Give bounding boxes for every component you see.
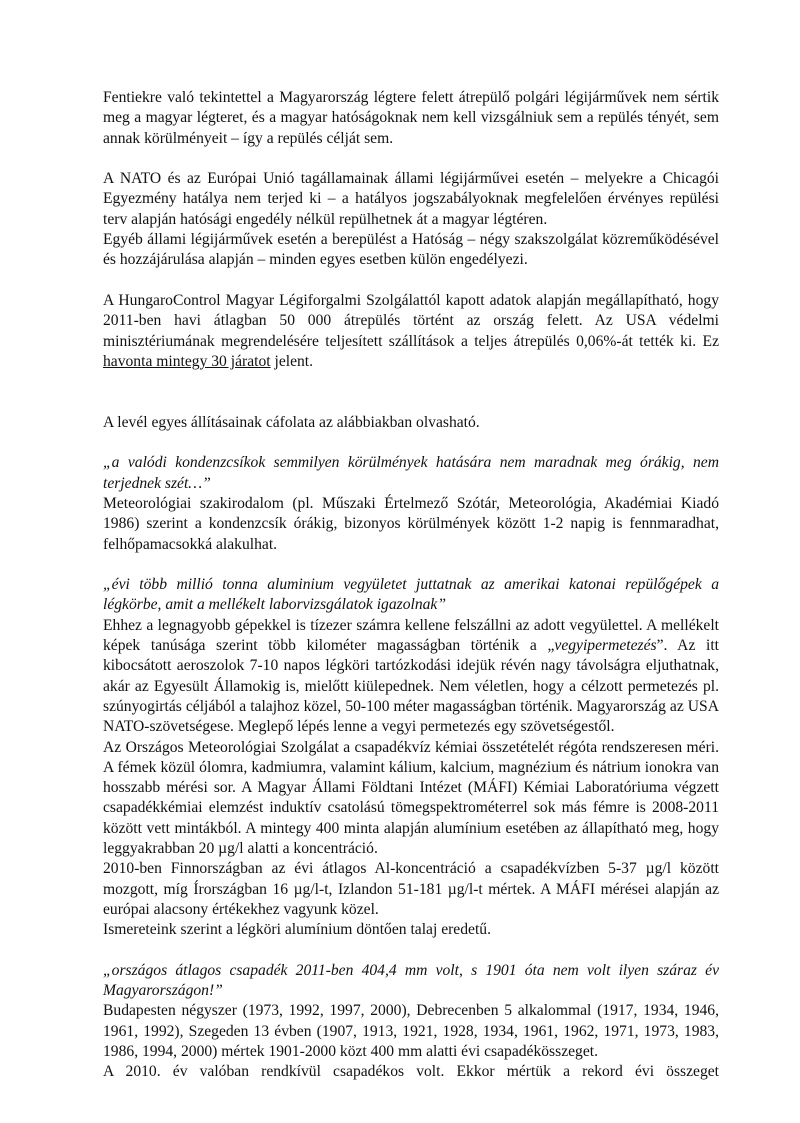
paragraph-refutation-intro: A levél egyes állításainak cáfolata az alábbiakban olvasható. [103,413,480,431]
spacer [103,433,719,453]
underlined-flights-per-month: havonta mintegy 30 járatot [103,352,271,370]
spacer [103,271,719,291]
answer-aluminium-spraying [103,616,719,738]
answer-precipitation-2010: A 2010. év valóban rendkívül csapadékos volt. Ekkor mértük a rekord évi összeget [103,1063,719,1081]
answer-aluminium-origin: Ismereteink szerint a légköri alumínium döntően talaj eredetű. [103,921,491,939]
answer-aluminium-text: Ehhez a legnagyobb gépekkel is tízezer számra kellene felszállni az adott vegyülettel. A mellékelt képek tanúsága szerint több kilométer magasságban történik a „ [103,616,719,655]
answer-aluminium-europe: 2010-ben Finnországban az évi átlagos Al-koncentráció a csapadékvízben 5-37 µg/l között mozgott, míg Írországban 16 µg/l-t, Izlandon 51-181 µg/l-t mértek. A MÁFI mérései alapján az európai alacsony értékekhez vagyunk közel. [103,860,719,918]
spacer [103,940,719,960]
quote-contrails: „a valódi kondenzcsíkok semmilyen körülmények hatására nem maradnak meg órákig, nem terjednek szét…” [103,454,719,492]
spacer [103,555,719,575]
paragraph-hungarocontrol [103,291,719,372]
answer-aluminium-text-cont: ”. Az itt kibocsátott aeroszolok 7-10 napos légköri tartózkodási idejük révén nagy távolságra eljuthatnak, akár az Egyesült Államokig is, mielőtt kiülepednek. Nem véletlen, hogy a célzott permetezés pl. szúnyogirtás céljából a talajhoz közel, 50-100 méter magasságban történik. Magyarország az USA NATO-szövetségese. Meglepő lépés lenne a vegyi permetezés egy szövetségestől. [103,637,720,736]
hungarocontrol-text: A HungaroControl Magyar Légiforgalmi Szolgálattól kapott adatok alapján megállapítható, hogy 2011-ben havi átlagban 50 000 átrepülés történt az ország felett. Az USA védelmi minisztériumának megrendelésére teljesített szállítások a teljes átrepülés 0,06%-át tették ki. Ez [103,291,719,350]
answer-aluminium-measurements: Az Országos Meteorológiai Szolgálat a csapadékvíz kémiai összetételét régóta rendszeresen méri. A fémek közül ólomra, kadmiumra, valamint kálium, kalcium, magnézium és nátrium ionokra van hosszabb mérési sor. A Magyar Állami Földtani Intézet (MÁFI) Kémiai Laboratóriuma végzett csapadékkémiai elemzést induktív csatolású tömegspektrométerrel sok más fémre is 2008-2011 között vett mintákból. A mintegy 400 minta alapján alumínium esetében az állapítható meg, hogy leggyakrabban 20 µg/l alatti a koncentráció. [103,738,719,857]
paragraph-airspace-civil: Fentiekre való tekintettel a Magyarország légtere felett átrepülő polgári légijárművek nem sértik meg a magyar légteret, és a magyar hatóságoknak nem kell vizsgálniuk sem a repülés tényét, sem annak körülményeit – így a repülés célját sem. [103,89,719,147]
italic-term-chemical-spraying: vegyipermetezés [554,637,657,655]
quote-aluminium: „évi több millió tonna aluminium vegyületet juttatnak az amerikai katonai repülőgépek a légkörbe, amit a mellékelt laborvizsgálatok igazolnak” [103,576,719,614]
spacer [103,372,719,413]
hungarocontrol-text-end: jelent. [270,352,314,370]
quote-precipitation: „országos átlagos csapadék 2011-ben 404,4 mm volt, s 1901 óta nem volt ilyen száraz év Magyarországon!” [103,961,719,1000]
paragraph-other-state-aircraft: Egyéb állami légijárművek esetén a berepülést a Hatóság – négy szakszolgálat közreműködésével és hozzájárulása alapján – minden egyes esetben külön engedélyezi. [103,231,719,269]
paragraph-nato-state-aircraft: A NATO és az Európai Unió tagállamainak állami légijárművei esetén – melyekre a Chicagói Egyezmény hatálya nem terjed ki – a hatályos jogszabályoknak megfelelően érvényes repülési terv alapján hatósági engedély nélkül repülhetnek át a magyar légtéren. [103,170,719,228]
answer-contrails: Meteorológiai szakirodalom (pl. Műszaki Értelmező Szótár, Meteorológia, Akadémiai Kiadó 1986) szerint a kondenzcsík órákig, bizonyos körülmények között 1-2 napig is fennmaradhat, felhőpamacsokká alakulhat. [103,494,719,553]
answer-precipitation: Budapesten négyszer (1973, 1992, 1997, 2000), Debrecenben 5 alkalommal (1917, 1934, 1946, 1961, 1992), Szegeden 13 évben (1907, 1913, 1921, 1928, 1934, 1961, 1962, 1971, 1973, 1983, 1986, 1994, 2000) mértek 1901-2000 közt 400 mm alatti évi csapadékösszeget. [103,1002,719,1060]
spacer [103,149,719,169]
document-page [103,88,719,1083]
